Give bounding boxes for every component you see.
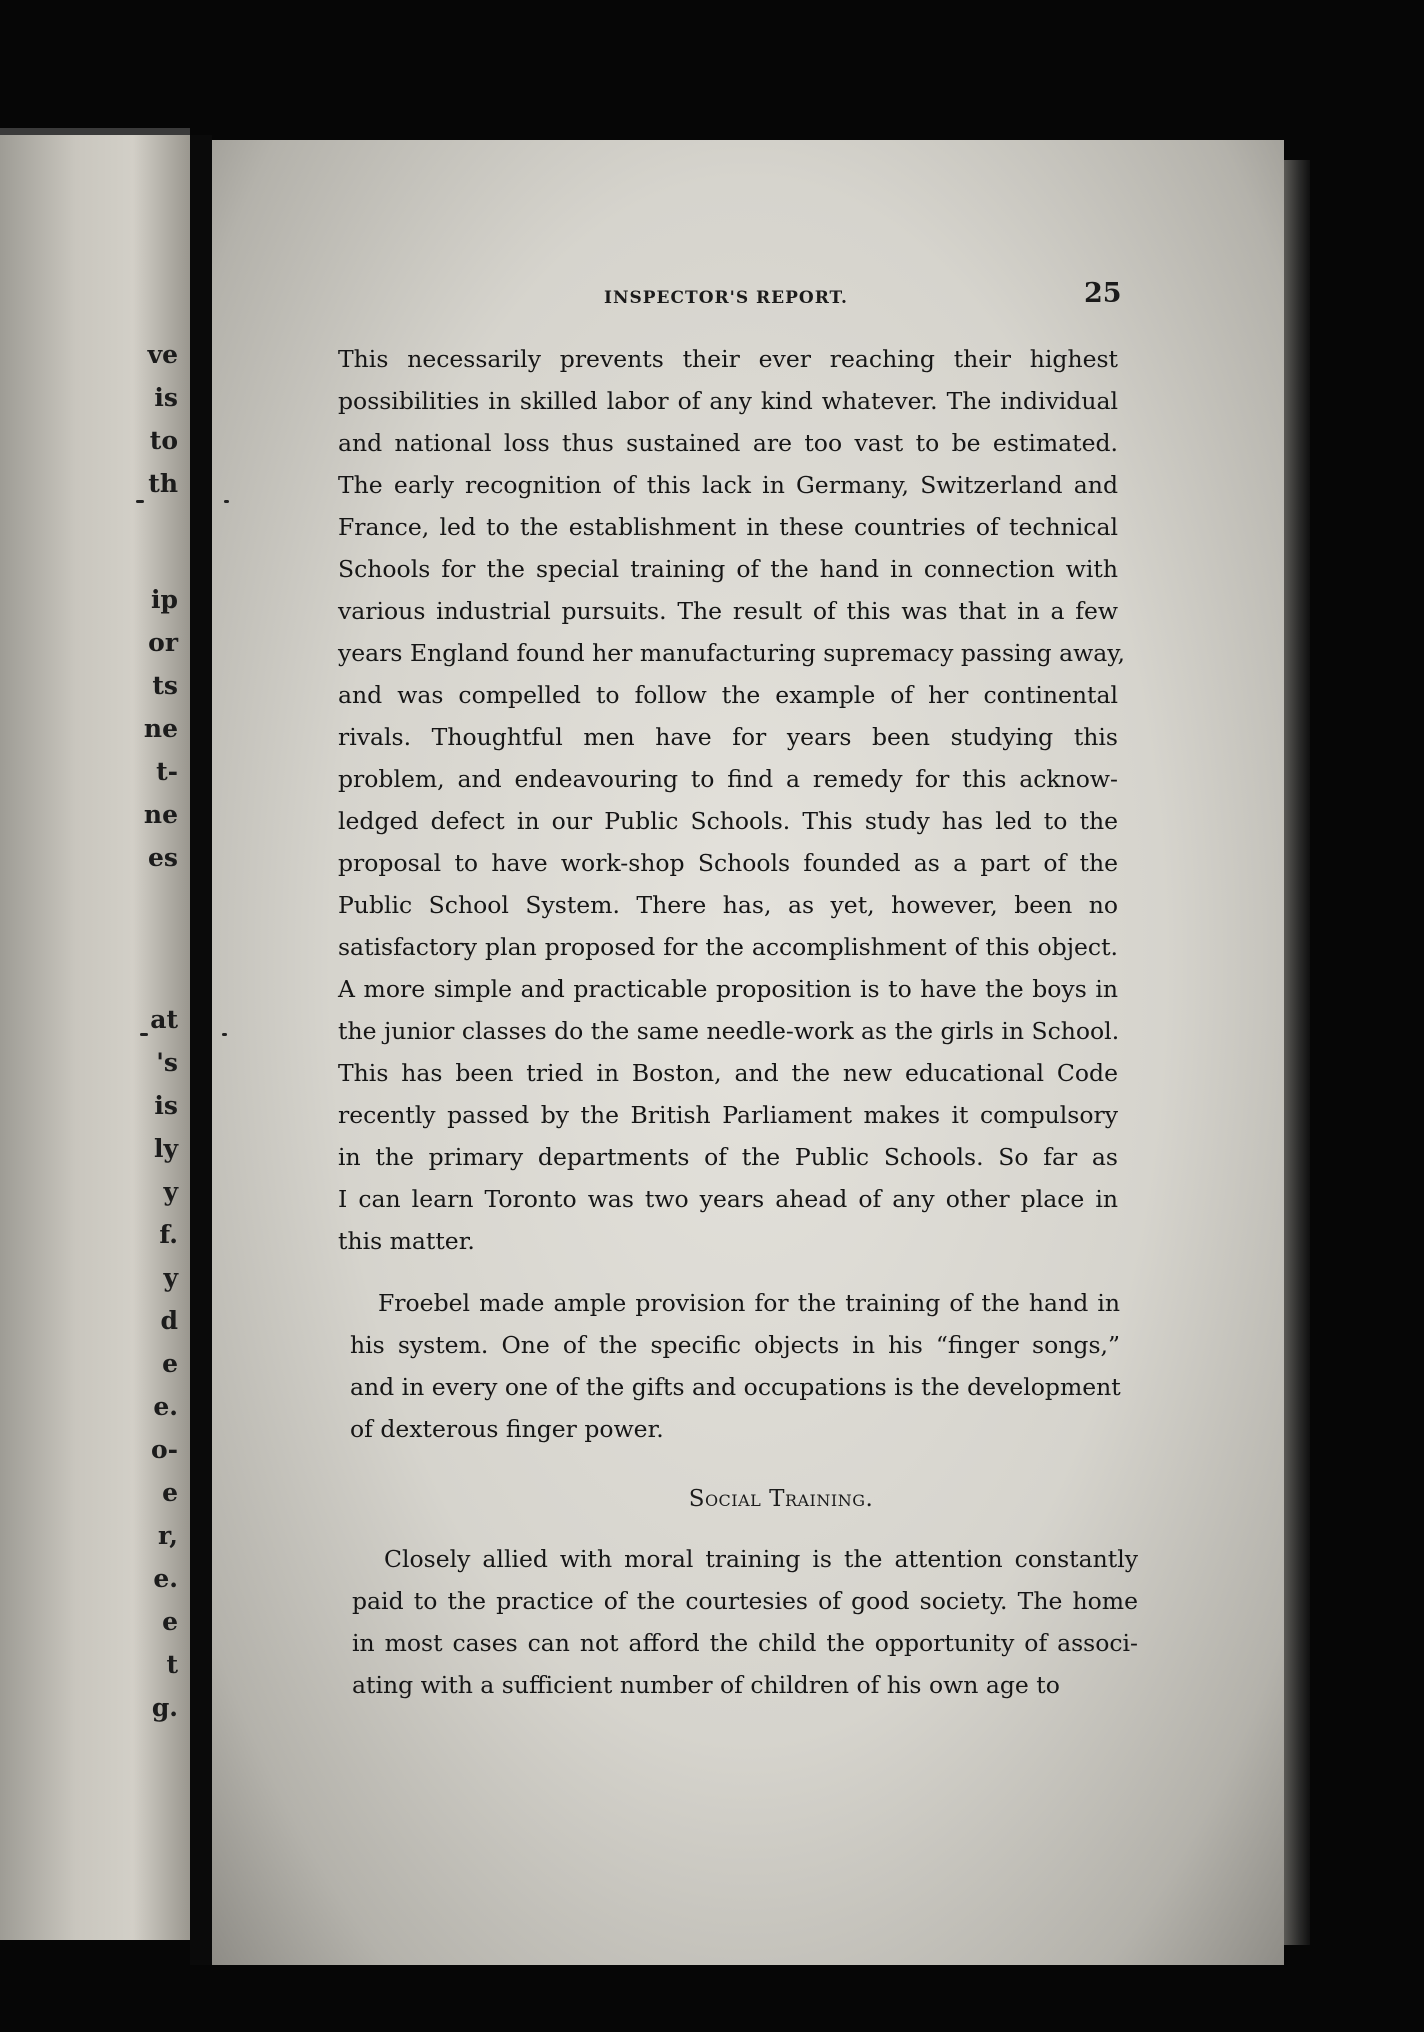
- running-header: INSPECTOR'S REPORT.: [604, 288, 848, 308]
- left-page-fragment: th: [148, 469, 178, 498]
- left-page-fragment: e: [162, 1349, 178, 1378]
- page-edge: [1284, 160, 1310, 1945]
- text-line: Schools for the special training of the hand in connection with: [338, 555, 1118, 583]
- left-page-fragment: to: [149, 426, 178, 455]
- section-heading: Social Training.: [688, 1486, 874, 1512]
- text-line: paid to the practice of the courtesies of good society. The home: [352, 1587, 1138, 1615]
- scan-speck: [222, 1033, 227, 1036]
- left-page-fragment: at: [150, 1005, 178, 1034]
- left-page-fragment: r,: [157, 1521, 178, 1550]
- paragraph-1: [338, 338, 1125, 1262]
- left-page-fragment: ne: [143, 800, 178, 829]
- scan-speck: [224, 500, 229, 503]
- text-line: possibilities in skilled labor of any kind whatever. The individual: [338, 387, 1118, 415]
- left-page-fragment: 's: [156, 1048, 178, 1077]
- left-page-fragment: ip: [151, 585, 178, 614]
- text-line: ledged defect in our Public Schools. This study has led to the: [338, 807, 1118, 835]
- text-line: The early recognition of this lack in Germany, Switzerland and: [338, 471, 1118, 499]
- left-page-fragment: t: [166, 1650, 178, 1679]
- text-line: in the primary departments of the Public Schools. So far as: [338, 1143, 1118, 1171]
- text-line: problem, and endeavouring to find a remedy for this acknow-: [338, 765, 1118, 793]
- left-page-fragment: g.: [151, 1693, 178, 1722]
- left-page-fragment: y: [163, 1177, 178, 1206]
- left-page-fragment: e: [162, 1607, 178, 1636]
- left-page-fragment: d: [160, 1306, 178, 1335]
- text-line: his system. One of the specific objects in his “finger songs,”: [350, 1331, 1120, 1359]
- left-page-fragment: o-: [150, 1435, 178, 1464]
- text-line: and was compelled to follow the example of her continental: [338, 681, 1118, 709]
- text-line: recently passed by the British Parliament makes it compulsory: [338, 1101, 1118, 1129]
- text-line: satisfactory plan proposed for the accomplishment of this object.: [338, 933, 1118, 961]
- left-page-fragment: or: [148, 628, 178, 657]
- text-line: A more simple and practicable proposition is to have the boys in: [338, 975, 1118, 1003]
- text-line: I can learn Toronto was two years ahead of any other place in: [338, 1185, 1118, 1213]
- text-line: This necessarily prevents their ever reaching their highest: [338, 345, 1118, 373]
- text-line: proposal to have work-shop Schools founded as a part of the: [338, 849, 1118, 877]
- left-page-fragment: ve: [147, 340, 178, 369]
- text-line: years England found her manufacturing supremacy passing away,: [338, 639, 1125, 667]
- left-page-fragment: e: [162, 1478, 178, 1507]
- scan-speck: [136, 500, 144, 503]
- text-line: France, led to the establishment in these countries of technical: [338, 513, 1118, 541]
- book-gutter: [190, 135, 212, 1965]
- page-number: 25: [1084, 278, 1122, 309]
- left-page-fragment: y: [163, 1263, 178, 1292]
- paragraph-3: [352, 1538, 1138, 1706]
- left-page-fragment: e.: [153, 1564, 178, 1593]
- left-page-fragment: ly: [153, 1134, 178, 1163]
- left-page-fragment: ne: [143, 714, 178, 743]
- text-line: rivals. Thoughtful men have for years been studying this: [338, 723, 1118, 751]
- left-page-fragment: is: [154, 1091, 178, 1120]
- paragraph-2: [350, 1282, 1120, 1450]
- text-line: in most cases can not afford the child the opportunity of associ-: [352, 1629, 1138, 1657]
- text-line: This has been tried in Boston, and the new educational Code: [338, 1059, 1118, 1087]
- text-line: this matter.: [338, 1227, 475, 1255]
- text-line: the junior classes do the same needle-work as the girls in School.: [338, 1017, 1120, 1045]
- left-page-fragment: ts: [152, 671, 178, 700]
- left-page-fragment: es: [148, 843, 178, 872]
- text-line: Closely allied with moral training is the attention constantly: [384, 1545, 1138, 1573]
- text-line: Froebel made ample provision for the training of the hand in: [378, 1289, 1120, 1317]
- left-page-fragment: e.: [153, 1392, 178, 1421]
- left-page-fragment: is: [154, 383, 178, 412]
- left-page-fragment: f.: [159, 1220, 178, 1249]
- left-page-fragment: t-: [156, 757, 178, 786]
- text-line: various industrial pursuits. The result of this was that in a few: [338, 597, 1118, 625]
- text-line: ating with a sufficient number of children of his own age to: [352, 1671, 1060, 1699]
- text-line: of dexterous finger power.: [350, 1415, 664, 1443]
- text-line: Public School System. There has, as yet, however, been no: [338, 891, 1118, 919]
- text-line: and in every one of the gifts and occupations is the development: [350, 1373, 1121, 1401]
- text-line: and national loss thus sustained are too vast to be estimated.: [338, 429, 1118, 457]
